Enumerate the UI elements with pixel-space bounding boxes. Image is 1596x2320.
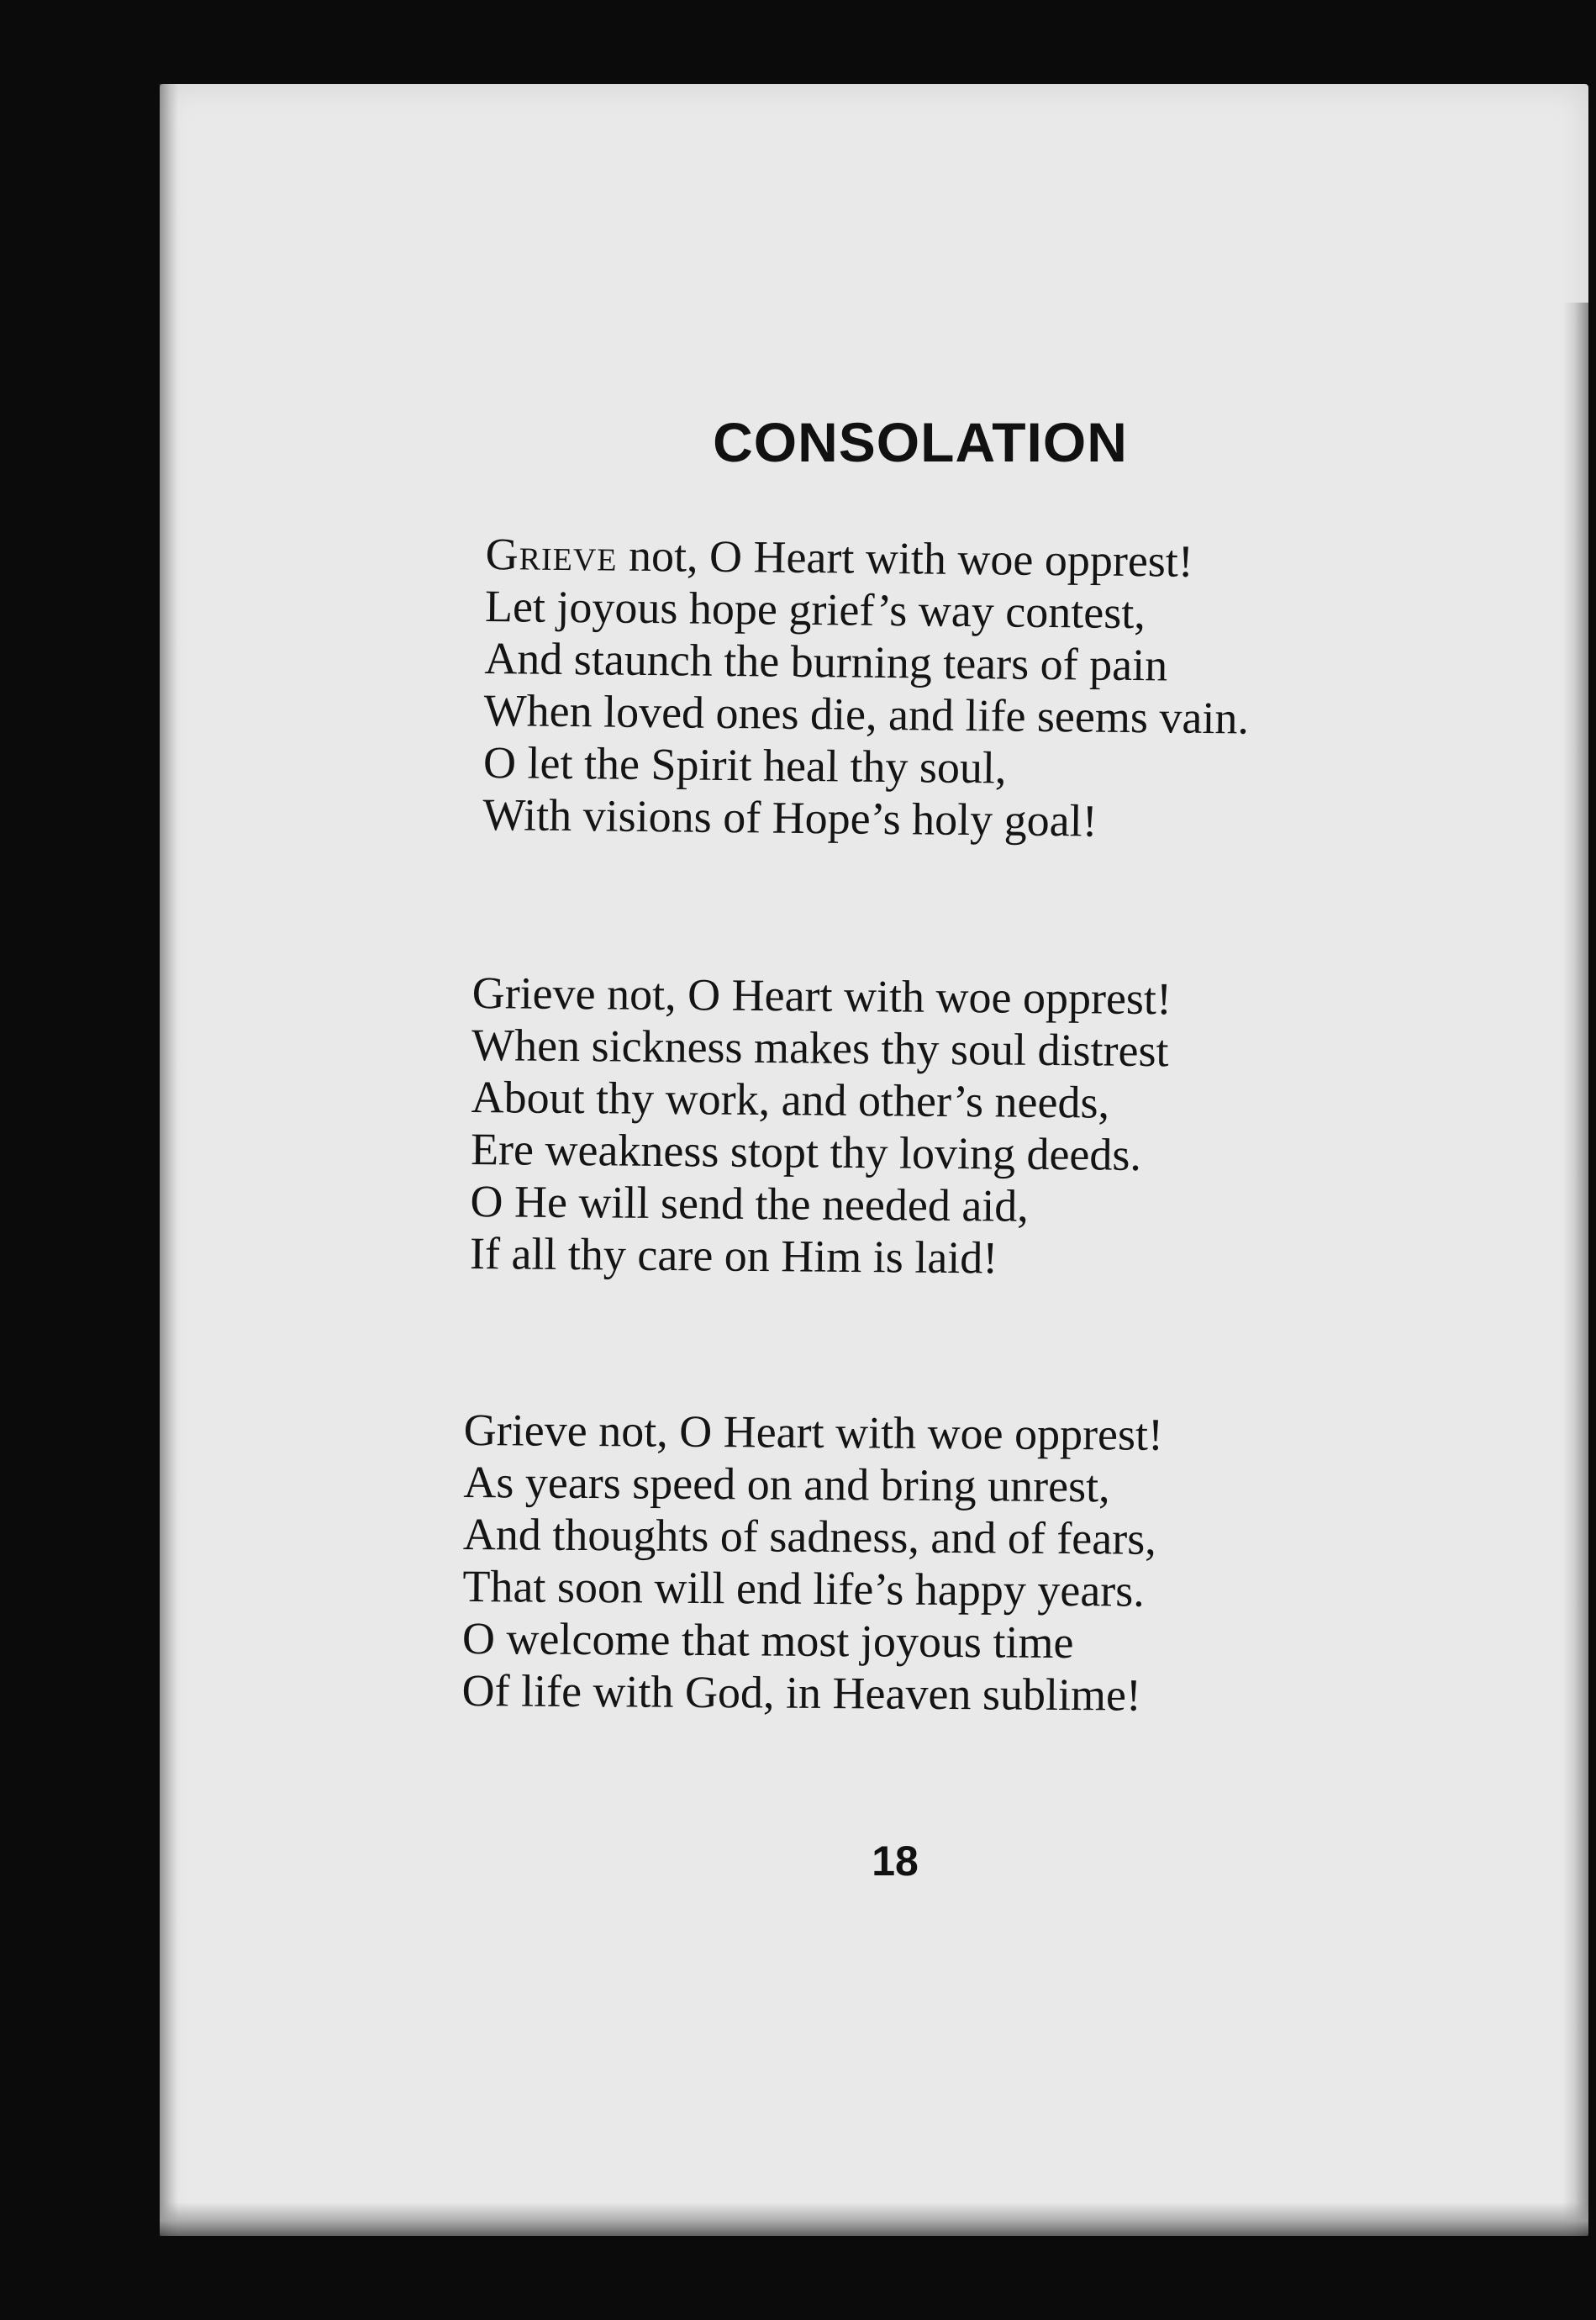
poem-line: When sickness makes thy soul distrest (471, 1019, 1169, 1077)
poem-line: That soon will end life’s happy years. (462, 1560, 1146, 1616)
poem-line: Let joyous hope grief’s way contest, (484, 580, 1146, 639)
poem-line: Ere weakness stopt thy loving deeds. (470, 1123, 1142, 1180)
line-text: not, O Heart with woe opprest! (617, 530, 1194, 587)
first-word-small-caps: Grieve (485, 528, 618, 581)
poem-line: Grieve not, O Heart with woe opprest! (463, 1405, 1164, 1460)
poem-title: CONSOLATION (713, 411, 1128, 473)
stanza-2 (470, 967, 1397, 1288)
poem-line: As years speed on and bring unrest, (463, 1456, 1110, 1512)
poem-line: If all thy care on Him is laid! (469, 1227, 998, 1284)
poem-line (485, 528, 1410, 590)
poem-line: O welcome that most joyous time (461, 1612, 1074, 1669)
poem-line: About thy work, and other’s needs, (471, 1071, 1110, 1128)
poem-line: Grieve not, O Heart with woe opprest! (471, 968, 1172, 1025)
poem-line: And staunch the burning tears of pain (484, 632, 1168, 691)
poem-line: O He will send the needed aid, (470, 1175, 1030, 1231)
page-left-edge-shadow (160, 84, 178, 2236)
page-number: 18 (872, 1838, 919, 1885)
page-right-edge-shadow (1563, 303, 1588, 2236)
poem-line: Of life with God, in Heaven sublime! (461, 1664, 1142, 1721)
stanza-3 (461, 1404, 1388, 1723)
poem-line: O let the Spirit heal thy soul, (482, 736, 1007, 794)
poem-line: And thoughts of sadness, and of fears, (462, 1508, 1156, 1564)
poem-line: With visions of Hope’s holy goal! (482, 788, 1098, 846)
page-bottom-edge-shadow (160, 2202, 1588, 2236)
poem-line: When loved ones die, and life seems vain. (483, 684, 1250, 744)
stanza-1 (482, 528, 1410, 850)
